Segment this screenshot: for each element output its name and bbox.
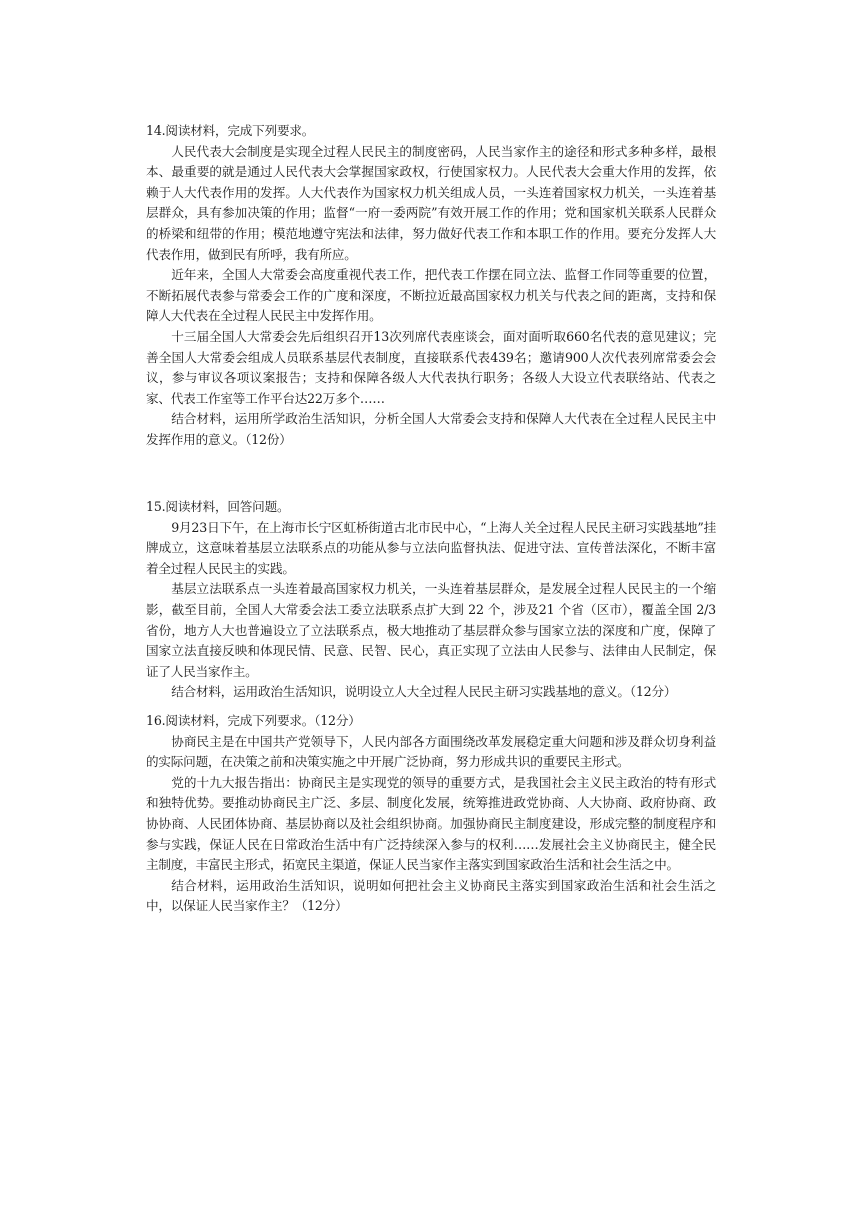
material-paragraph: 协商民主是在中国共产党领导下，人民内部各方面围绕改革发展稳定重大问题和涉及群众切身利益的实际问题，在决策之前和决策实施之中开展广泛协商，努力形成共识的重要民主形式。 xyxy=(146,733,716,770)
material-paragraph: 党的十九大报告指出：协商民主是实现党的领导的重要方式，是我国社会主义民主政治的特有形式和独特优势。要推动协商民主广泛、多层、制度化发展，统筹推进政党协商、人大协商、政府协商、政协协商、人民团体协商、基层协商以及社会组织协商。加强协商民主制度建设，形成完整的制度程序和参与实践，保证人民在日常政治生活中有广泛持续深入参与的权利……发展社会主义协商民主，健全民主制度，丰富民主形式，拓宽民主渠道，保证人民当家作主落实到国家政治生活和社会生活之中。 xyxy=(146,774,716,873)
question-task: 结合材料，运用政治生活知识，说明如何把社会主义协商民主落实到国家政治生活和社会生活之中，以保证人民当家作主？（12分） xyxy=(146,877,716,914)
material-paragraph: 人民代表大会制度是实现全过程人民民主的制度密码，人民当家作主的途径和形式多种多样，最根本、最重要的就是通过人民代表大会掌握国家政权，行使国家权力。人民代表大会重大作用的发挥，依赖于人大代表作用的发挥。人大代表作为国家权力机关组成人员，一头连着国家权力机关，一头连着基层群众，具有参加决策的作用；监督“一府一委两院”有效开展工作的作用；党和国家机关联系人民群众的桥梁和纽带的作用；模范地遵守宪法和法律，努力做好代表工作和本职工作的作用。要充分发挥人大代表作用，做到民有所呼，我有所应。 xyxy=(146,143,716,262)
question-16 xyxy=(146,711,716,917)
material-paragraph: 9月23日下午，在上海市长宁区虹桥街道古北市民中心，“上海人关全过程人民民主研习实践基地”挂牌成立，这意味着基层立法联系点的功能从参与立法向监督执法、促进守法、宣传普法深化，不断丰富着全过程人民民主的实践。 xyxy=(146,519,716,576)
material-paragraph: 十三届全国人大常委会先后组织召开13次列席代表座谈会，面对面听取660名代表的意见建议；完善全国人大常委会组成人员联系基层代表制度，直接联系代表439名；邀请900人次代表列席常委会会议，参与审议各项议案报告；支持和保障各级人大代表执行职务；各级人大设立代表联络站、代表之家、代表工作室等工作平台达22万多个…… xyxy=(146,328,716,406)
material-paragraph: 基层立法联系点一头连着最高国家权力机关，一头连着基层群众，是发展全过程人民民主的一个缩影，截至目前，全国人大常委会法工委立法联系点扩大到 22 个，涉及21 个省（区市），覆盖全国 2/3 省份，地方人大也普遍设立了立法联系点，极大地推动了基层群众参与国家立法的深度和广度，保障了国家立法直接反映和体现民情、民意、民智、民心，真正实现了立法由人民参与、法律由人民制定，保证了人民当家作主。 xyxy=(146,581,716,679)
question-task: 结合材料，运用所学政治生活知识，分析全国人大常委会支持和保障人大代表在全过程人民民主中发挥作用的意义。（12份） xyxy=(146,411,716,447)
question-15 xyxy=(146,497,716,703)
question-task: 结合材料，运用政治生活知识，说明设立人大全过程人民民主研习实践基地的意义。（12分） xyxy=(171,684,677,700)
question-title: 14.阅读材料，完成下列要求。 xyxy=(146,123,315,138)
question-title: 15.阅读材料，回答问题。 xyxy=(146,499,290,514)
material-paragraph: 近年来，全国人大常委会高度重视代表工作，把代表工作摆在同立法、监督工作同等重要的位置，不断拓展代表参与常委会工作的广度和深度，不断拉近最高国家权力机关与代表之间的距离，支持和保障人大代表在全过程人民民主中发挥作用。 xyxy=(146,267,716,324)
question-title: 16.阅读材料，完成下列要求。（12分） xyxy=(146,713,361,728)
question-14 xyxy=(146,121,716,451)
